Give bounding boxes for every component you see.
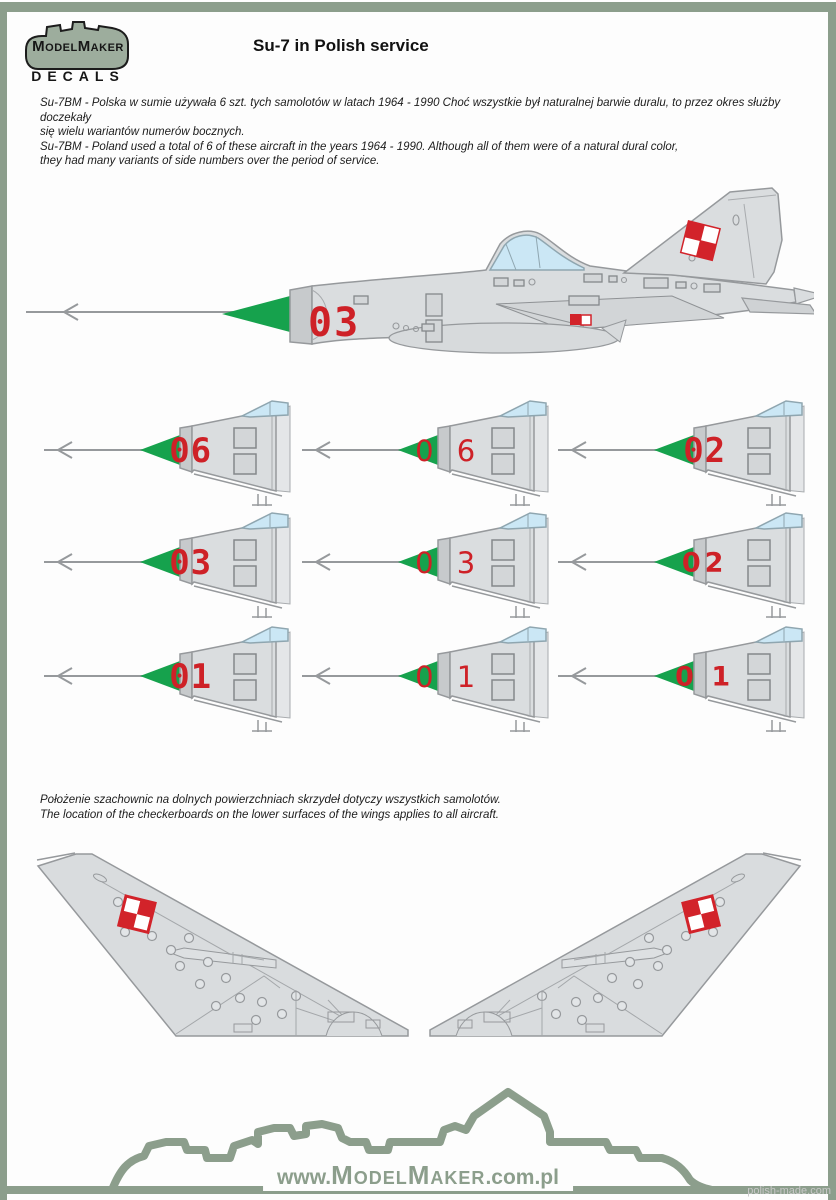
right-wing-underside: [418, 848, 810, 1040]
page-title: Su-7 in Polish service: [253, 36, 429, 55]
brand-name: ModelMaker: [32, 38, 124, 55]
top-frame-bar: [0, 2, 836, 12]
left-wing-drawing: [28, 848, 420, 1040]
footer-url-prefix: www.: [277, 1166, 332, 1189]
main-profile-illustration: [24, 178, 814, 373]
nose-variant-8: [300, 624, 552, 736]
footer-url-brand: ModelMaker: [331, 1160, 486, 1190]
intro-pl-line1: Su-7BM - Polska w sumie używała 6 szt. tych samolotów w latach 1964 - 1990 Choć wszystkie był naturalnej barwie duralu, to przez okres służby doczekały: [40, 97, 781, 124]
intro-en-line1: Su-7BM - Poland used a total of 6 of these aircraft in the years 1964 - 1990. Although all of them were of a natural dural color,: [40, 140, 679, 153]
footer-url: [263, 1160, 573, 1191]
wings-note-en: The location of the checkerboards on the lower surfaces of the wings applies to all aircraft.: [40, 808, 499, 821]
side-number: 06: [169, 430, 213, 471]
intro-pl-line2: się wielu wariantów numerów bocznych.: [40, 126, 245, 138]
watermark-text: polish-made.com: [747, 1185, 831, 1197]
footer-url-suffix: .com.pl: [485, 1166, 559, 1189]
nose-variant-9: [556, 624, 808, 736]
nose-variant-6: [556, 510, 808, 622]
wings-note-pl: Położenie szachownic na dolnych powierzchniach skrzydeł dotyczy wszystkich samolotów.: [40, 794, 501, 806]
side-number: 0 1: [675, 661, 735, 693]
side-number: 0 1: [415, 659, 483, 694]
nose-variant-7: [42, 624, 294, 736]
aircraft-side-profile: [24, 178, 814, 373]
nose-cone: [222, 296, 290, 332]
brand-logo: [16, 14, 140, 92]
fuselage-checkerboard-icon: [570, 314, 591, 325]
nose-variant-4: [42, 510, 294, 622]
nose-variant-1: [42, 398, 294, 510]
side-number: 03: [169, 542, 213, 583]
left-wing-underside: [28, 848, 420, 1040]
side-number: 0 6: [415, 433, 483, 468]
main-side-number: 03: [308, 300, 361, 346]
nose-variant-3: [556, 398, 808, 510]
nose-variant-5: [300, 510, 552, 622]
nose-variant-2: [300, 398, 552, 510]
side-number: 02: [681, 547, 728, 579]
side-number: 01: [169, 656, 213, 697]
brand-sub-label: DECALS: [31, 68, 125, 84]
right-frame-border: [828, 2, 836, 1200]
intro-paragraph: [40, 96, 812, 169]
right-wing-drawing: [418, 848, 810, 1040]
side-number: 0 3: [415, 545, 483, 580]
intro-en-line2: they had many variants of side numbers over the period of service.: [40, 155, 380, 167]
side-number: 02: [683, 430, 727, 471]
wings-note: [40, 793, 740, 822]
left-frame-border: [0, 2, 7, 1200]
